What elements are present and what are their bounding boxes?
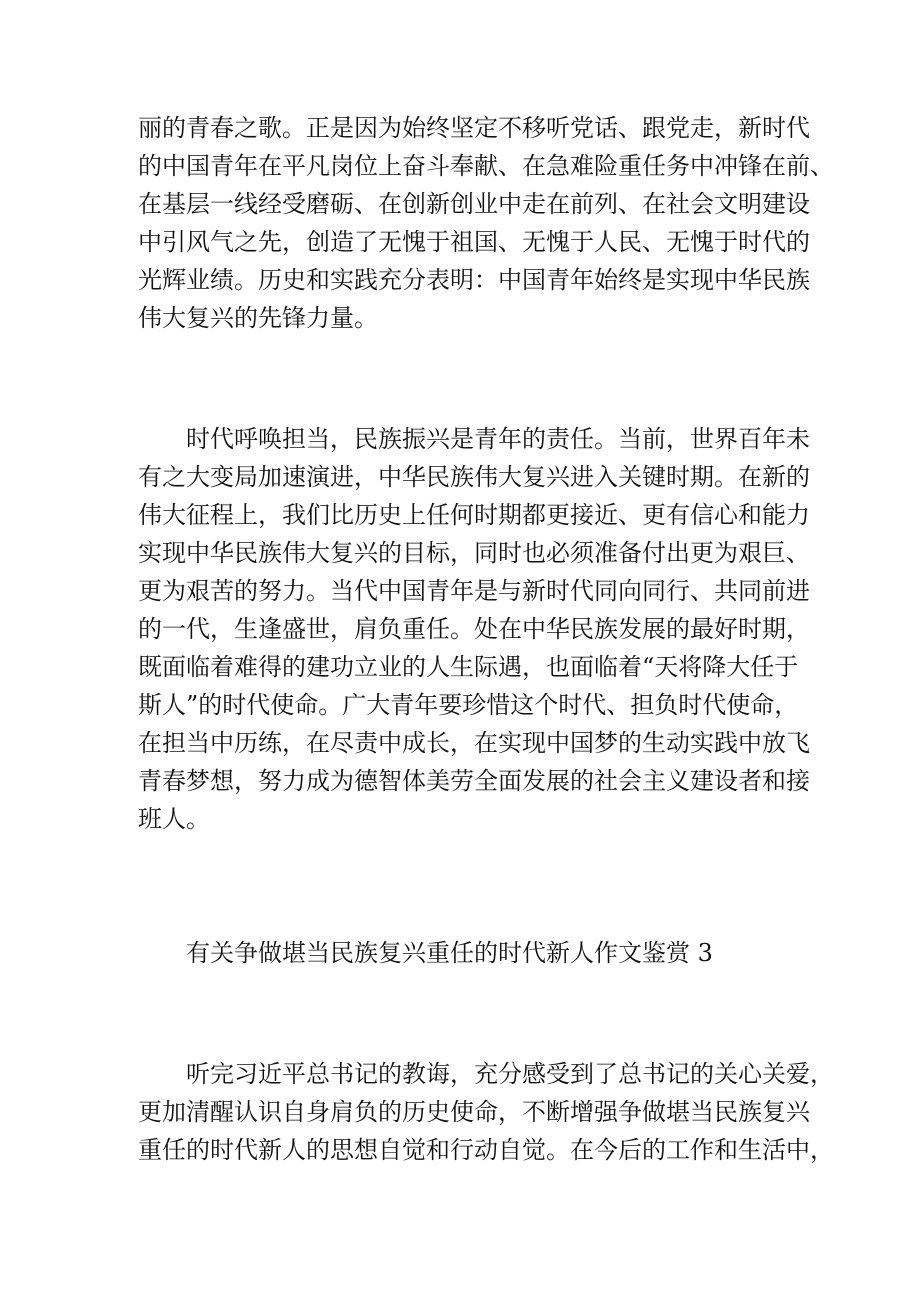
paragraph-line: 更加清醒认识自身肩负的历史使命，不断增强争做堪当民族复兴	[138, 1098, 810, 1126]
paragraph-line: 伟大复兴的先锋力量。	[138, 304, 378, 332]
paragraph-line: 重任的时代新人的思想自觉和行动自觉。在今后的工作和生活中，	[138, 1136, 834, 1164]
paragraph-line: 实现中华民族伟大复兴的目标，同时也必须准备付出更为艰巨、	[138, 539, 810, 567]
paragraph-line: 丽的青春之歌。正是因为始终坚定不移听党话、跟党走，新时代	[138, 114, 810, 142]
paragraph-3	[138, 1055, 834, 1169]
paragraph-1	[138, 109, 834, 337]
paragraph-line: 有之大变局加速演进，中华民族伟大复兴进入关键时期。在新的	[138, 463, 810, 491]
section-heading: 有关争做堪当民族复兴重任的时代新人作文鉴赏 3	[186, 939, 713, 967]
paragraph-line: 伟大征程上，我们比历史上任何时期都更接近、更有信心和能力	[138, 501, 810, 529]
paragraph-line: 时代呼唤担当，民族振兴是青年的责任。当前，世界百年未	[186, 425, 810, 453]
paragraph-line: 班人。	[138, 805, 210, 833]
paragraph-line: 在担当中历练，在尽责中成长，在实现中国梦的生动实践中放飞	[138, 729, 810, 757]
paragraph-line: 青春梦想，努力成为德智体美劳全面发展的社会主义建设者和接	[138, 767, 810, 795]
paragraph-line: 斯人”的时代使命。广大青年要珍惜这个时代、担负时代使命，	[138, 691, 799, 719]
paragraph-line: 更为艰苦的努力。当代中国青年是与新时代同向同行、共同前进	[138, 577, 810, 605]
paragraph-line: 的一代，生逢盛世，肩负重任。处在中华民族发展的最好时期，	[138, 615, 810, 643]
paragraph-line: 在基层一线经受磨砺、在创新创业中走在前列、在社会文明建设	[138, 190, 810, 218]
paragraph-line: 既面临着难得的建功立业的人生际遇，也面临着“天将降大任于	[138, 653, 799, 681]
paragraph-2	[138, 420, 810, 838]
paragraph-line: 听完习近平总书记的教诲，充分感受到了总书记的关心关爱，	[186, 1060, 834, 1088]
paragraph-line: 的中国青年在平凡岗位上奋斗奉献、在急难险重任务中冲锋在前、	[138, 152, 834, 180]
paragraph-line: 光辉业绩。历史和实践充分表明：中国青年始终是实现中华民族	[138, 266, 810, 294]
paragraph-line: 中引风气之先，创造了无愧于祖国、无愧于人民、无愧于时代的	[138, 228, 810, 256]
section-heading-block	[138, 934, 798, 972]
